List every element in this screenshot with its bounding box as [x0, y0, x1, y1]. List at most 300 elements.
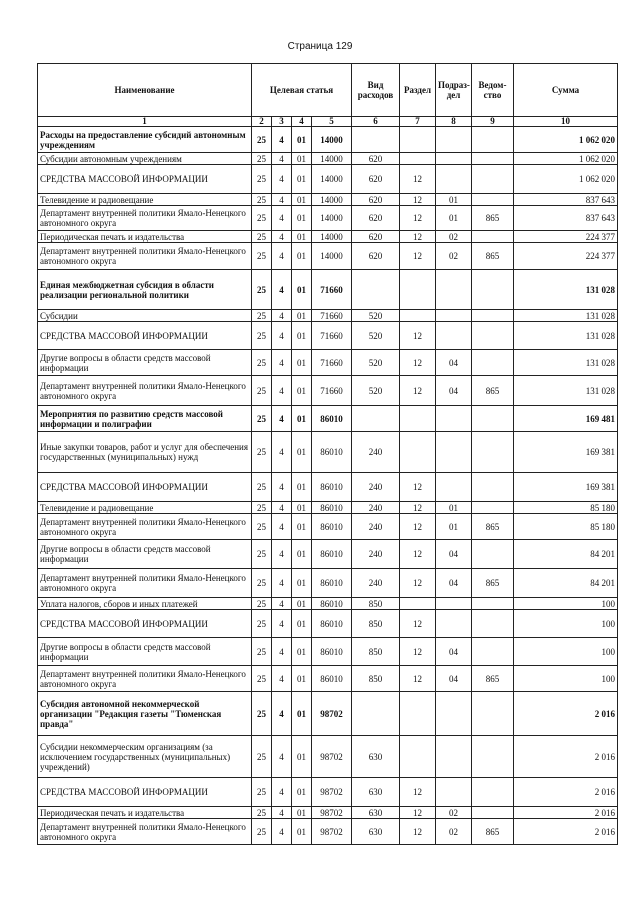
row-sum: 100 [514, 610, 618, 638]
header-name: Наименование [38, 64, 252, 117]
table-row [38, 406, 618, 432]
expense-type-code [352, 127, 400, 153]
department-code: 865 [472, 666, 514, 692]
expense-type-code: 620 [352, 194, 400, 206]
row-name: Единая межбюджетная субсидия в области реализации региональной политики [38, 270, 252, 310]
target-code-3: 01 [292, 807, 312, 819]
department-code [472, 473, 514, 502]
table-row [38, 310, 618, 322]
table-row [38, 819, 618, 845]
target-code-1: 25 [252, 736, 272, 778]
row-name: СРЕДСТВА МАССОВОЙ ИНФОРМАЦИИ [38, 322, 252, 350]
target-code-1: 25 [252, 473, 272, 502]
target-code-3: 01 [292, 540, 312, 569]
row-name: СРЕДСТВА МАССОВОЙ ИНФОРМАЦИИ [38, 610, 252, 638]
row-name: Уплата налогов, сборов и иных платежей [38, 598, 252, 610]
table-row [38, 569, 618, 598]
subsection-code: 04 [436, 666, 472, 692]
section-code [400, 406, 436, 432]
target-code-4: 86010 [312, 598, 352, 610]
target-code-1: 25 [252, 807, 272, 819]
row-name: Субсидии [38, 310, 252, 322]
row-sum: 85 180 [514, 514, 618, 540]
target-code-2: 4 [272, 376, 292, 406]
subsection-code [436, 692, 472, 736]
row-sum: 131 028 [514, 270, 618, 310]
section-code: 12 [400, 376, 436, 406]
expense-type-code: 850 [352, 666, 400, 692]
header-sum: Сумма [514, 64, 618, 117]
department-code [472, 350, 514, 376]
target-code-4: 14000 [312, 194, 352, 206]
subsection-code: 02 [436, 807, 472, 819]
target-code-4: 98702 [312, 807, 352, 819]
target-code-3: 01 [292, 376, 312, 406]
target-code-3: 01 [292, 243, 312, 270]
row-sum: 1 062 020 [514, 153, 618, 165]
target-code-2: 4 [272, 270, 292, 310]
target-code-2: 4 [272, 153, 292, 165]
target-code-1: 25 [252, 692, 272, 736]
table-row [38, 376, 618, 406]
table-row [38, 473, 618, 502]
target-code-3: 01 [292, 638, 312, 666]
expense-type-code: 620 [352, 153, 400, 165]
section-code: 12 [400, 231, 436, 243]
expense-type-code: 620 [352, 243, 400, 270]
subsection-code [436, 153, 472, 165]
col-number: 4 [292, 117, 312, 127]
section-code [400, 598, 436, 610]
section-code: 12 [400, 350, 436, 376]
table-row [38, 194, 618, 206]
target-code-4: 86010 [312, 514, 352, 540]
row-name: Департамент внутренней политики Ямало-Ненецкого автономного округа [38, 376, 252, 406]
row-name: Другие вопросы в области средств массовой информации [38, 638, 252, 666]
expense-type-code: 630 [352, 819, 400, 845]
row-name: Расходы на предоставление субсидий автономным учреждениям [38, 127, 252, 153]
target-code-2: 4 [272, 473, 292, 502]
department-code [472, 310, 514, 322]
target-code-4: 14000 [312, 153, 352, 165]
target-code-3: 01 [292, 502, 312, 514]
department-code [472, 638, 514, 666]
target-code-2: 4 [272, 569, 292, 598]
section-code [400, 736, 436, 778]
col-number: 8 [436, 117, 472, 127]
department-code [472, 778, 514, 807]
section-code: 12 [400, 502, 436, 514]
table-row [38, 127, 618, 153]
row-sum: 1 062 020 [514, 127, 618, 153]
section-code [400, 127, 436, 153]
target-code-3: 01 [292, 432, 312, 473]
target-code-1: 25 [252, 778, 272, 807]
subsection-code: 04 [436, 376, 472, 406]
target-code-2: 4 [272, 432, 292, 473]
header-section: Раздел [400, 64, 436, 117]
expense-type-code: 630 [352, 736, 400, 778]
subsection-code: 02 [436, 819, 472, 845]
header-department: Ведом-ство [472, 64, 514, 117]
table-row [38, 322, 618, 350]
target-code-2: 4 [272, 540, 292, 569]
row-name: Другие вопросы в области средств массовой информации [38, 350, 252, 376]
row-sum: 100 [514, 666, 618, 692]
section-code: 12 [400, 540, 436, 569]
subsection-code: 01 [436, 194, 472, 206]
department-code [472, 406, 514, 432]
column-number-row [38, 117, 618, 127]
row-sum: 2 016 [514, 692, 618, 736]
target-code-1: 25 [252, 502, 272, 514]
table-row [38, 231, 618, 243]
target-code-4: 14000 [312, 231, 352, 243]
row-sum: 100 [514, 598, 618, 610]
subsection-code [436, 165, 472, 194]
row-name: Мероприятия по развитию средств массовой информации и полиграфии [38, 406, 252, 432]
row-name: Телевидение и радиовещание [38, 502, 252, 514]
subsection-code: 04 [436, 540, 472, 569]
row-name: СРЕДСТВА МАССОВОЙ ИНФОРМАЦИИ [38, 473, 252, 502]
target-code-3: 01 [292, 322, 312, 350]
target-code-1: 25 [252, 432, 272, 473]
table-row [38, 502, 618, 514]
department-code [472, 807, 514, 819]
target-code-2: 4 [272, 807, 292, 819]
department-code: 865 [472, 243, 514, 270]
subsection-code: 01 [436, 502, 472, 514]
target-code-4: 86010 [312, 406, 352, 432]
row-sum: 2 016 [514, 736, 618, 778]
table-row [38, 736, 618, 778]
header-target-article: Целевая статья [252, 64, 352, 117]
subsection-code: 01 [436, 514, 472, 540]
row-name: Субсидии автономным учреждениям [38, 153, 252, 165]
target-code-3: 01 [292, 819, 312, 845]
section-code: 12 [400, 819, 436, 845]
department-code [472, 692, 514, 736]
row-name: Департамент внутренней политики Ямало-Ненецкого автономного округа [38, 206, 252, 231]
target-code-3: 01 [292, 598, 312, 610]
row-name: Департамент внутренней политики Ямало-Ненецкого автономного округа [38, 666, 252, 692]
expense-type-code: 240 [352, 432, 400, 473]
row-sum: 85 180 [514, 502, 618, 514]
table-row [38, 807, 618, 819]
target-code-1: 25 [252, 638, 272, 666]
target-code-4: 71660 [312, 270, 352, 310]
table-row [38, 540, 618, 569]
target-code-3: 01 [292, 406, 312, 432]
table-row [38, 206, 618, 231]
table-row [38, 432, 618, 473]
expense-type-code: 240 [352, 473, 400, 502]
col-number: 5 [312, 117, 352, 127]
table-row [38, 270, 618, 310]
department-code [472, 194, 514, 206]
row-sum: 837 643 [514, 194, 618, 206]
row-name: Другие вопросы в области средств массовой информации [38, 540, 252, 569]
expense-type-code [352, 406, 400, 432]
page-number: Страница 129 [287, 41, 353, 52]
target-code-4: 71660 [312, 322, 352, 350]
row-sum: 1 062 020 [514, 165, 618, 194]
target-code-2: 4 [272, 194, 292, 206]
target-code-2: 4 [272, 736, 292, 778]
target-code-2: 4 [272, 165, 292, 194]
budget-table [37, 63, 618, 845]
table-row [38, 243, 618, 270]
section-code [400, 432, 436, 473]
target-code-3: 01 [292, 206, 312, 231]
target-code-3: 01 [292, 514, 312, 540]
target-code-1: 25 [252, 666, 272, 692]
expense-type-code: 520 [352, 310, 400, 322]
target-code-4: 86010 [312, 540, 352, 569]
target-code-1: 25 [252, 270, 272, 310]
row-sum: 2 016 [514, 819, 618, 845]
target-code-4: 71660 [312, 350, 352, 376]
table-row [38, 692, 618, 736]
expense-type-code: 620 [352, 231, 400, 243]
subsection-code [436, 778, 472, 807]
target-code-1: 25 [252, 610, 272, 638]
section-code: 12 [400, 322, 436, 350]
section-code: 12 [400, 569, 436, 598]
target-code-3: 01 [292, 778, 312, 807]
row-sum: 84 201 [514, 540, 618, 569]
row-sum: 169 381 [514, 432, 618, 473]
target-code-1: 25 [252, 127, 272, 153]
target-code-1: 25 [252, 569, 272, 598]
col-number: 10 [514, 117, 618, 127]
target-code-2: 4 [272, 819, 292, 845]
row-sum: 224 377 [514, 243, 618, 270]
target-code-4: 86010 [312, 473, 352, 502]
target-code-2: 4 [272, 598, 292, 610]
subsection-code [436, 736, 472, 778]
section-code: 12 [400, 243, 436, 270]
target-code-1: 25 [252, 194, 272, 206]
department-code [472, 165, 514, 194]
row-name: Субсидия автономной некоммерческой организации "Редакция газеты "Тюменская правда" [38, 692, 252, 736]
table-row [38, 165, 618, 194]
section-code: 12 [400, 194, 436, 206]
target-code-3: 01 [292, 610, 312, 638]
target-code-2: 4 [272, 127, 292, 153]
target-code-1: 25 [252, 231, 272, 243]
row-sum: 837 643 [514, 206, 618, 231]
table-row [38, 666, 618, 692]
row-name: Департамент внутренней политики Ямало-Ненецкого автономного округа [38, 569, 252, 598]
target-code-1: 25 [252, 243, 272, 270]
table-row [38, 610, 618, 638]
table-row [38, 514, 618, 540]
department-code: 865 [472, 514, 514, 540]
target-code-4: 98702 [312, 819, 352, 845]
target-code-3: 01 [292, 194, 312, 206]
expense-type-code: 630 [352, 778, 400, 807]
section-code: 12 [400, 638, 436, 666]
col-number: 2 [252, 117, 272, 127]
col-number: 6 [352, 117, 400, 127]
target-code-3: 01 [292, 569, 312, 598]
table-row [38, 598, 618, 610]
subsection-code [436, 432, 472, 473]
expense-type-code: 520 [352, 376, 400, 406]
expense-type-code: 520 [352, 350, 400, 376]
target-code-2: 4 [272, 502, 292, 514]
header-row [38, 64, 618, 117]
target-code-2: 4 [272, 692, 292, 736]
row-sum: 169 381 [514, 473, 618, 502]
target-code-4: 71660 [312, 310, 352, 322]
expense-type-code: 240 [352, 502, 400, 514]
department-code [472, 736, 514, 778]
subsection-code: 02 [436, 231, 472, 243]
department-code [472, 322, 514, 350]
subsection-code [436, 610, 472, 638]
expense-type-code: 850 [352, 638, 400, 666]
target-code-4: 98702 [312, 778, 352, 807]
target-code-1: 25 [252, 406, 272, 432]
expense-type-code [352, 270, 400, 310]
target-code-1: 25 [252, 376, 272, 406]
subsection-code: 01 [436, 206, 472, 231]
target-code-3: 01 [292, 153, 312, 165]
target-code-2: 4 [272, 206, 292, 231]
table-row [38, 778, 618, 807]
target-code-4: 71660 [312, 376, 352, 406]
target-code-3: 01 [292, 350, 312, 376]
row-sum: 131 028 [514, 350, 618, 376]
section-code [400, 270, 436, 310]
table-row [38, 638, 618, 666]
target-code-1: 25 [252, 206, 272, 231]
subsection-code: 04 [436, 638, 472, 666]
target-code-3: 01 [292, 165, 312, 194]
row-sum: 131 028 [514, 322, 618, 350]
target-code-4: 86010 [312, 569, 352, 598]
target-code-3: 01 [292, 270, 312, 310]
row-name: Телевидение и радиовещание [38, 194, 252, 206]
subsection-code [436, 310, 472, 322]
target-code-1: 25 [252, 310, 272, 322]
target-code-2: 4 [272, 243, 292, 270]
subsection-code [436, 127, 472, 153]
target-code-2: 4 [272, 514, 292, 540]
target-code-2: 4 [272, 666, 292, 692]
target-code-2: 4 [272, 778, 292, 807]
target-code-2: 4 [272, 406, 292, 432]
target-code-4: 86010 [312, 666, 352, 692]
row-sum: 131 028 [514, 376, 618, 406]
col-number: 7 [400, 117, 436, 127]
target-code-4: 86010 [312, 432, 352, 473]
subsection-code [436, 406, 472, 432]
section-code: 12 [400, 473, 436, 502]
row-name: СРЕДСТВА МАССОВОЙ ИНФОРМАЦИИ [38, 165, 252, 194]
department-code [472, 540, 514, 569]
expense-type-code: 240 [352, 540, 400, 569]
target-code-4: 98702 [312, 736, 352, 778]
department-code [472, 502, 514, 514]
target-code-2: 4 [272, 231, 292, 243]
section-code: 12 [400, 666, 436, 692]
target-code-1: 25 [252, 540, 272, 569]
department-code [472, 610, 514, 638]
department-code [472, 598, 514, 610]
target-code-3: 01 [292, 692, 312, 736]
table-row [38, 153, 618, 165]
target-code-3: 01 [292, 736, 312, 778]
department-code [472, 127, 514, 153]
department-code [472, 153, 514, 165]
target-code-4: 86010 [312, 610, 352, 638]
target-code-4: 14000 [312, 243, 352, 270]
target-code-4: 86010 [312, 502, 352, 514]
department-code [472, 432, 514, 473]
target-code-2: 4 [272, 350, 292, 376]
target-code-2: 4 [272, 610, 292, 638]
department-code: 865 [472, 376, 514, 406]
row-sum: 100 [514, 638, 618, 666]
expense-type-code: 240 [352, 569, 400, 598]
target-code-3: 01 [292, 310, 312, 322]
target-code-4: 14000 [312, 165, 352, 194]
row-sum: 84 201 [514, 569, 618, 598]
subsection-code [436, 598, 472, 610]
header-subsection: Подраз-дел [436, 64, 472, 117]
row-sum: 2 016 [514, 778, 618, 807]
expense-type-code: 850 [352, 610, 400, 638]
target-code-3: 01 [292, 231, 312, 243]
row-name: Периодическая печать и издательства [38, 231, 252, 243]
section-code: 12 [400, 778, 436, 807]
target-code-1: 25 [252, 350, 272, 376]
expense-type-code [352, 692, 400, 736]
section-code: 12 [400, 206, 436, 231]
row-sum: 2 016 [514, 807, 618, 819]
target-code-2: 4 [272, 322, 292, 350]
section-code: 12 [400, 807, 436, 819]
expense-type-code: 620 [352, 165, 400, 194]
subsection-code [436, 322, 472, 350]
target-code-1: 25 [252, 514, 272, 540]
department-code: 865 [472, 206, 514, 231]
section-code [400, 692, 436, 736]
expense-type-code: 850 [352, 598, 400, 610]
table-row [38, 350, 618, 376]
target-code-1: 25 [252, 819, 272, 845]
row-name: Департамент внутренней политики Ямало-Ненецкого автономного округа [38, 243, 252, 270]
col-number: 3 [272, 117, 292, 127]
row-name: СРЕДСТВА МАССОВОЙ ИНФОРМАЦИИ [38, 778, 252, 807]
target-code-3: 01 [292, 473, 312, 502]
section-code: 12 [400, 610, 436, 638]
section-code [400, 153, 436, 165]
row-name: Иные закупки товаров, работ и услуг для обеспечения государственных (муниципальных) нужд [38, 432, 252, 473]
col-number: 9 [472, 117, 514, 127]
section-code [400, 310, 436, 322]
row-name: Департамент внутренней политики Ямало-Ненецкого автономного округа [38, 819, 252, 845]
section-code: 12 [400, 165, 436, 194]
subsection-code [436, 270, 472, 310]
header-expense-type: Вид расходов [352, 64, 400, 117]
target-code-1: 25 [252, 153, 272, 165]
subsection-code [436, 473, 472, 502]
row-name: Департамент внутренней политики Ямало-Ненецкого автономного округа [38, 514, 252, 540]
